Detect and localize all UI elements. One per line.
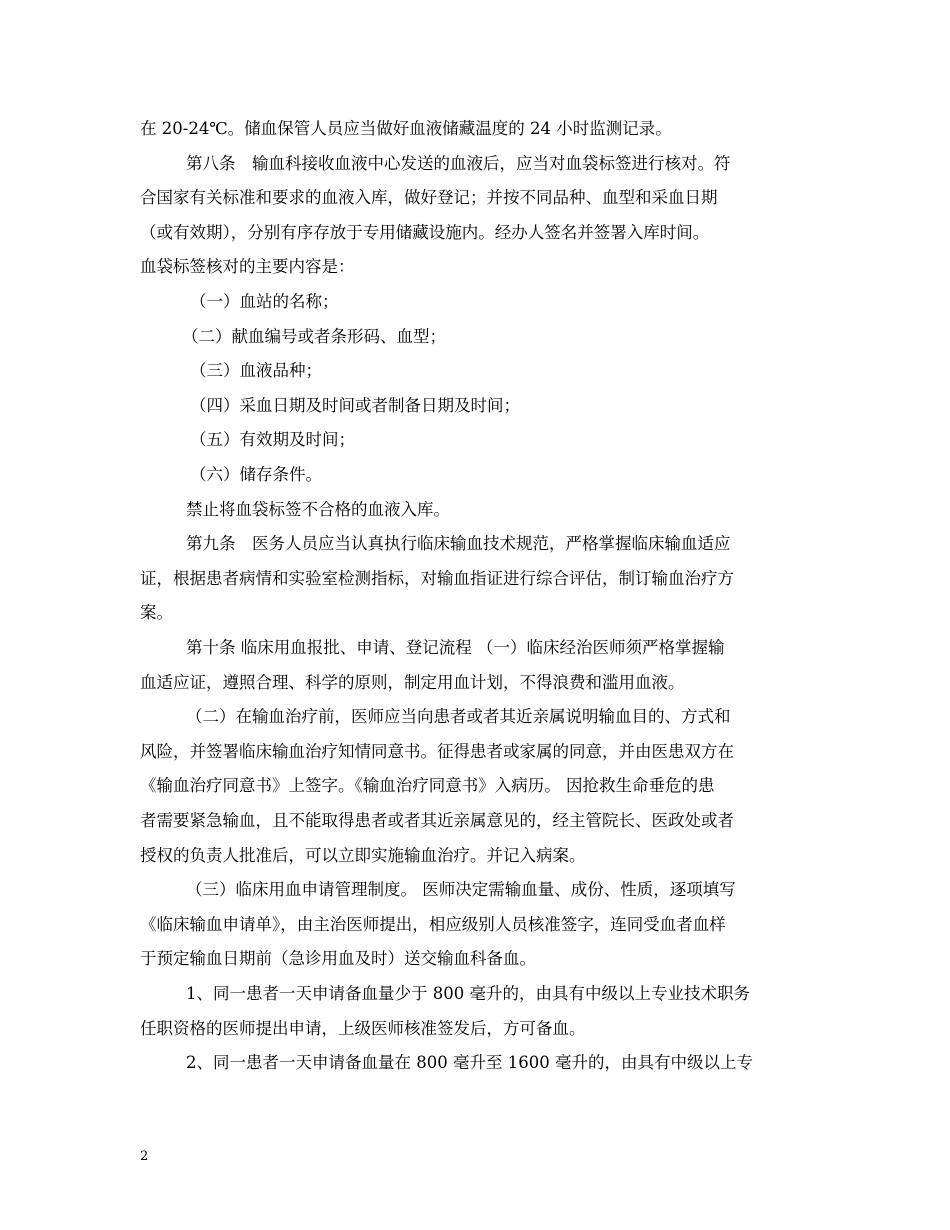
- text-line: 合国家有关标准和要求的血液入库，做好登记；并按不同品种、血型和采血日期: [140, 188, 718, 208]
- text-line: （五）有效期及时间；: [190, 430, 355, 450]
- text-line: 任职资格的医师提出申请，上级医师核准签发后，方可备血。: [140, 1018, 586, 1038]
- text-line: 者需要紧急输血，且不能取得患者或者其近亲属意见的，经主管院长、医政处或者: [140, 811, 734, 830]
- text-line: 风险，并签署临床输血治疗知情同意书。征得患者或家属的同意，并由医患双方在: [140, 741, 734, 761]
- text-line: 禁止将血袋标签不合格的血液入库。: [186, 499, 450, 519]
- text-line: 在 20-24℃。储血保管人员应当做好血液储藏温度的 24 小时监测记录。: [140, 119, 672, 138]
- text-line: （三）血液品种；: [190, 361, 322, 381]
- text-line: （二）献血编号或者条形码、血型；: [182, 326, 446, 346]
- text-line: 证，根据患者病情和实验室检测指标，对输血指证进行综合评估，制订输血治疗方: [140, 568, 734, 588]
- text-line: 《输血治疗同意书》上签字。《输血治疗同意书》入病历。 因抢救生命垂危的患: [140, 776, 715, 796]
- text-line: （一）血站的名称；: [190, 292, 339, 311]
- text-line: 第九条 医务人员应当认真执行临床输血技术规范，严格掌握临床输血适应: [186, 534, 731, 554]
- text-line: 案。: [140, 603, 173, 623]
- text-line: （二）在输血治疗前，医师应当向患者或者其近亲属说明输血目的、方式和: [186, 707, 731, 727]
- text-line: 《临床输血申请单》，由主治医师提出，相应级别人员核准签字，连同受血者血样: [140, 914, 726, 934]
- text-line: （六）储存条件。: [190, 465, 322, 484]
- text-line: 2、同一患者一天申请备血量在 800 毫升至 1600 毫升的，由具有中级以上专: [186, 1053, 753, 1073]
- text-line: （四）采血日期及时间或者制备日期及时间；: [190, 395, 520, 415]
- text-line: （或有效期），分别有序存放于专用储藏设施内。经办人签名并签署入库时间。: [140, 222, 710, 242]
- text-line: 第十条 临床用血报批、申请、登记流程 （一）临床经治医师须严格掌握输: [186, 638, 725, 657]
- text-line: 1、同一患者一天申请备血量少于 800 毫升的，由具有中级以上专业技术职务: [186, 984, 750, 1003]
- text-line: 第八条 输血科接收血液中心发送的血液后，应当对血袋标签进行核对。符: [186, 153, 731, 173]
- text-line: 血适应证，遵照合理、科学的原则，制定用血计划，不得浪费和滥用血液。: [140, 672, 685, 692]
- page-number: 2: [140, 1149, 149, 1164]
- text-line: （三）临床用血申请管理制度。 医师决定需输血量、成份、性质，逐项填写: [186, 880, 736, 900]
- text-line: 于预定输血日期前（急诊用血及时）送交输血科备血。: [140, 949, 536, 969]
- text-line: 授权的负责人批准后，可以立即实施输血治疗。并记入病案。: [140, 845, 586, 865]
- text-line: 血袋标签核对的主要内容是：: [140, 257, 355, 277]
